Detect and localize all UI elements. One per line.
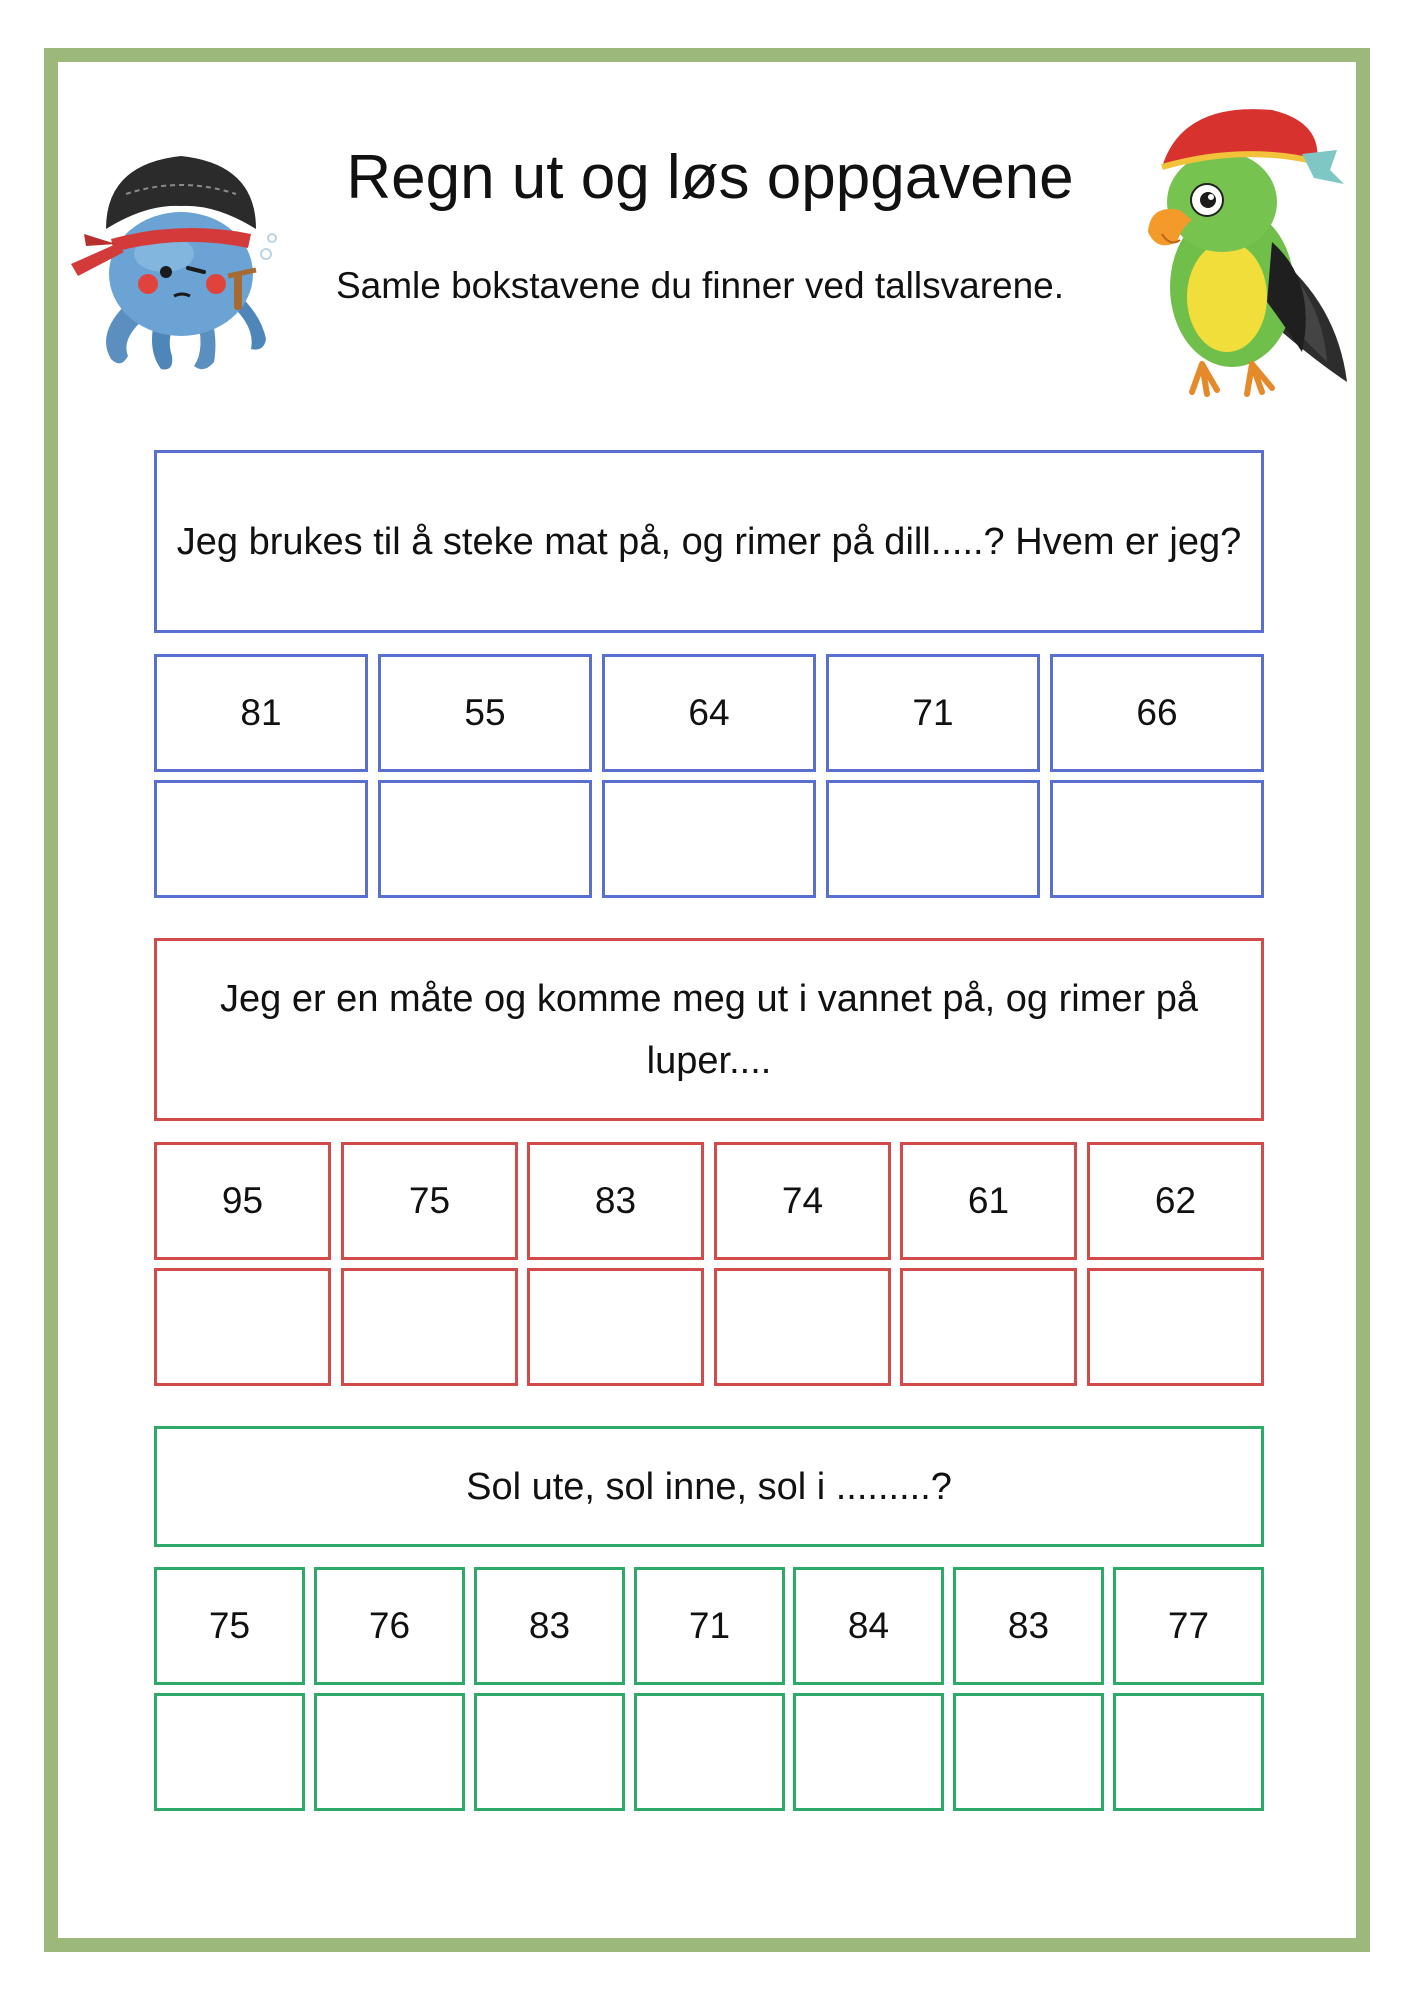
answer-cell[interactable] (341, 1268, 518, 1386)
pirate-parrot-illustration (1122, 92, 1352, 412)
number-cell: 66 (1050, 654, 1264, 772)
riddle-box-2: Jeg er en måte og komme meg ut i vannet på, og rimer på luper.... (154, 938, 1264, 1121)
answer-cell[interactable] (154, 1268, 331, 1386)
answer-cell[interactable] (1113, 1693, 1264, 1811)
number-cell: 62 (1087, 1142, 1264, 1260)
page-subtitle: Samle bokstavene du finner ved tallsvarene. (335, 265, 1065, 306)
number-cell: 81 (154, 654, 368, 772)
number-cell: 64 (602, 654, 816, 772)
answer-cell[interactable] (154, 780, 368, 898)
answer-cell[interactable] (602, 780, 816, 898)
number-cell: 75 (341, 1142, 518, 1260)
answer-cell[interactable] (378, 780, 592, 898)
number-cell: 74 (714, 1142, 891, 1260)
riddle-box-1: Jeg brukes til å steke mat på, og rimer på dill.....? Hvem er jeg? (154, 450, 1264, 633)
number-cell: 83 (474, 1567, 625, 1685)
answer-cell[interactable] (634, 1693, 785, 1811)
number-cell: 71 (634, 1567, 785, 1685)
answer-cell[interactable] (953, 1693, 1104, 1811)
number-cell: 75 (154, 1567, 305, 1685)
answer-cell[interactable] (1087, 1268, 1264, 1386)
answer-cell[interactable] (474, 1693, 625, 1811)
number-cell: 83 (953, 1567, 1104, 1685)
riddle-box-3: Sol ute, sol inne, sol i .........? (154, 1426, 1264, 1547)
number-cell: 71 (826, 654, 1040, 772)
number-cell: 76 (314, 1567, 465, 1685)
answer-cell[interactable] (714, 1268, 891, 1386)
number-cell: 95 (154, 1142, 331, 1260)
answer-cell[interactable] (826, 780, 1040, 898)
answer-cell[interactable] (793, 1693, 944, 1811)
number-cell: 77 (1113, 1567, 1264, 1685)
number-cell: 61 (900, 1142, 1077, 1260)
answer-cell[interactable] (900, 1268, 1077, 1386)
answer-cell[interactable] (154, 1693, 305, 1811)
page-title: Regn ut og løs oppgavene (346, 143, 1074, 212)
pirate-octopus-illustration (66, 134, 300, 374)
number-cell: 83 (527, 1142, 704, 1260)
number-cell: 55 (378, 654, 592, 772)
number-cell: 84 (793, 1567, 944, 1685)
answer-cell[interactable] (527, 1268, 704, 1386)
answer-cell[interactable] (1050, 780, 1264, 898)
answer-cell[interactable] (314, 1693, 465, 1811)
